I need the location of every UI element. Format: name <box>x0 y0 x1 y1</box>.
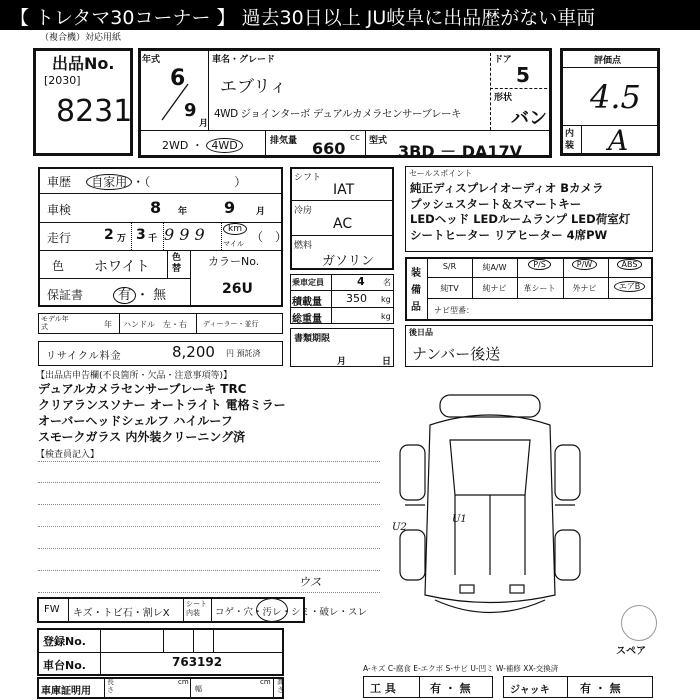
car-diagram <box>395 385 595 625</box>
damage-legend: A-キズ C-腐食 E-エクボ S-サビ U-凹ミ W-補修 XX-交換済 <box>363 664 559 673</box>
model-year-label: モデル年式 <box>41 315 69 331</box>
equip-pw-circled: P/W <box>572 259 597 270</box>
drive <box>162 137 243 153</box>
warranty-label: 保証書 <box>47 288 84 302</box>
chassis-value: 763192 <box>172 655 223 669</box>
color-no: 26U <box>222 281 253 297</box>
fuel-value: ガソリン <box>322 254 375 269</box>
seller-label: 【出品店申告欄(不良箇所・欠品・注意事項等)】 <box>36 371 233 381</box>
chassis-label: 車台No. <box>43 659 86 672</box>
score-value: 4.5 <box>590 78 641 116</box>
ac-value: AC <box>333 216 353 232</box>
spare-circle <box>621 605 657 641</box>
sales-label: セールスポイント <box>409 169 473 178</box>
model-code: 3BD － DA17V <box>398 142 523 161</box>
ac-label: 冷房 <box>294 206 313 216</box>
subnote: （複合機）対応用紙 <box>40 33 122 43</box>
model-year-unit: 年 <box>104 320 112 329</box>
spare-label: スペア <box>616 646 646 657</box>
diagram-rear-bumper <box>435 600 545 613</box>
history-selected: 自家用 <box>86 174 132 190</box>
lot-sub: [2030] <box>44 74 81 87</box>
equip-ext-navi: 外ナビ <box>572 284 597 293</box>
car-name: エブリィ <box>220 77 287 97</box>
seller-lines <box>38 381 286 445</box>
recycle-amount: 8,200 <box>172 343 215 361</box>
seat-note: ウス <box>298 575 322 589</box>
month: 9 <box>184 100 197 121</box>
recycle-unit: 円 預託済 <box>226 349 261 358</box>
header-banner-text: 【 トレタマ30コーナー 】 過去30日以上 JU岐阜に出品歴がない車両 <box>10 7 596 29</box>
docs-label: 書類期限 <box>294 334 331 344</box>
drive-4wd-circled: 4WD <box>206 138 242 153</box>
load: 350 <box>346 292 367 305</box>
sales-line: LEDヘッド LEDルームランプ LED荷室灯 <box>410 212 631 226</box>
garage-width: 幅 <box>195 685 202 693</box>
fuel-label: 燃料 <box>294 241 313 251</box>
riders-label: 乗車定員 <box>292 278 324 287</box>
interior-label: 内装 <box>565 129 575 151</box>
equip-airbag-circled: エアB <box>614 281 646 292</box>
seller-line: オーバーヘッドシェルフ ハイルーフ <box>38 414 233 428</box>
warranty-rest: ・ 無 <box>136 288 167 303</box>
shift-value: IAT <box>333 182 355 198</box>
history-rest: ・（ ） <box>132 175 247 189</box>
inspection-year-unit: 年 <box>178 207 188 217</box>
tools-label: 工 具 <box>370 682 396 695</box>
dealer: ディーラー・並行 <box>203 320 259 328</box>
load-unit: kg <box>381 295 391 304</box>
displacement-label: 排気量 <box>270 136 298 146</box>
mileage-sen: 3 <box>136 227 146 243</box>
seller-line: クリアランスソナー オートライト 電格ミラー <box>38 398 286 412</box>
displacement: 660 <box>312 139 346 158</box>
diagram-roof <box>450 440 530 495</box>
equip-alloy: 純A/W <box>482 263 507 272</box>
load-label: 積載量 <box>292 297 322 308</box>
interior-score: A <box>608 124 629 157</box>
color-value: ホワイト <box>94 259 150 275</box>
inspector-label: 【検査員記入】 <box>36 450 100 460</box>
damage-mark-u2: U2 <box>392 522 407 533</box>
equip-leather: 革シート <box>523 284 556 293</box>
equip-abs-circled: ABS <box>617 259 643 270</box>
diagram-front-bumper <box>440 395 540 417</box>
later-value: ナンバー後送 <box>412 345 501 363</box>
mileage-label: 走行 <box>47 231 72 245</box>
shift-label: シフト <box>294 173 322 183</box>
lot-number: 8231 <box>56 94 133 129</box>
jack-label: ジャッキ <box>510 685 550 696</box>
inspection-month-unit: 月 <box>256 207 266 217</box>
garage-height: 高さ <box>277 678 284 694</box>
sales-lines <box>410 181 630 243</box>
fw-items: キズ・トビ石・割レX <box>73 608 170 619</box>
sales-line: プッシュスタート＆スマートキー <box>410 196 582 211</box>
seat-label: シート内装 <box>186 600 207 617</box>
equip-ps-circled: P/S <box>528 259 551 270</box>
handle: ハンドル 左・右 <box>123 320 187 329</box>
garage-unit: cm <box>260 678 271 686</box>
equipment-row1 <box>427 259 653 273</box>
shape-label: 形状 <box>494 93 513 103</box>
reg-label: 登録No. <box>43 635 86 648</box>
docs-month: 月 <box>337 357 347 367</box>
mileage-man-unit: 万 <box>117 234 127 244</box>
riders: 4 <box>357 275 365 288</box>
equipment-label: 装備品 <box>411 268 421 313</box>
seat-items: コゲ・穴・汚レ・シミ・破レ・スレ <box>215 607 368 618</box>
color-no-label: カラーNo. <box>208 255 260 268</box>
door-label: ドア <box>494 55 512 65</box>
fw-label: FW <box>44 604 60 615</box>
sales-line: シートヒーター リアヒーター 4席PW <box>410 227 608 242</box>
year-label: 年式 <box>142 55 161 65</box>
docs-day: 日 <box>382 357 392 367</box>
inspection-month: 9 <box>224 198 236 217</box>
year: 6 <box>170 66 186 91</box>
doors: 5 <box>516 63 530 87</box>
total-unit: kg <box>381 312 391 321</box>
mileage-sen-unit: 千 <box>148 234 158 244</box>
damage-mark-u1: U1 <box>452 514 467 525</box>
mileage-unit-km: km <box>223 223 247 235</box>
equip-sr: S/R <box>442 262 457 271</box>
warranty-row <box>113 284 166 303</box>
history-row <box>47 173 246 190</box>
recycle-label: リサイクル料金 <box>46 351 122 362</box>
riders-unit: 名 <box>383 278 391 287</box>
history-label: 車歴 <box>47 175 72 189</box>
garage-length: 長さ <box>107 678 114 694</box>
mileage-paren: （ ） <box>251 230 288 244</box>
warranty-selected: 有 <box>113 287 136 304</box>
shape: バン <box>511 108 547 129</box>
navi-model: ナビ型番： <box>434 306 474 315</box>
sales-line: 純正ディスプレイオーディオ Bカメラ <box>410 181 604 195</box>
mileage-unit-mile: マイル <box>223 240 244 248</box>
seat-stain-circle <box>256 598 288 622</box>
model-label: 型式 <box>369 136 388 146</box>
later-label: 後日品 <box>409 328 433 337</box>
equip-tv: 純TV <box>440 284 459 293</box>
drive-2wd: 2WD ・ <box>162 139 203 152</box>
lot-label: 出品No. <box>52 54 115 73</box>
month-unit: 月 <box>199 119 209 129</box>
garage-label: 車庫証明用 <box>41 686 91 697</box>
seller-line: デュアルカメラセンサーブレーキ TRC <box>38 382 247 396</box>
mileage-man: 2 <box>104 227 114 243</box>
tools-options: 有 ・ 無 <box>430 682 471 695</box>
jack-options: 有 ・ 無 <box>580 682 621 695</box>
name-label: 車名・グレード <box>212 55 276 65</box>
mileage-digits: 9 9 9 <box>164 225 205 244</box>
color-change-label: 色替 <box>172 253 182 274</box>
equipment-row2 <box>427 280 653 294</box>
score-label: 評価点 <box>594 56 622 66</box>
total-label: 総重量 <box>292 314 322 325</box>
color-label: 色 <box>52 259 65 273</box>
inspection-year: 8 <box>150 198 162 217</box>
seller-line: スモークガラス 内外装クリーニング済 <box>38 430 246 444</box>
inspection-label: 車検 <box>47 203 72 217</box>
grade: 4WD ジョインターボ デュアルカメラセンサーブレーキ <box>214 108 462 120</box>
equip-navi: 純ナビ <box>482 284 507 293</box>
garage-unit: cm <box>178 678 189 686</box>
displacement-unit: cc <box>350 133 360 143</box>
